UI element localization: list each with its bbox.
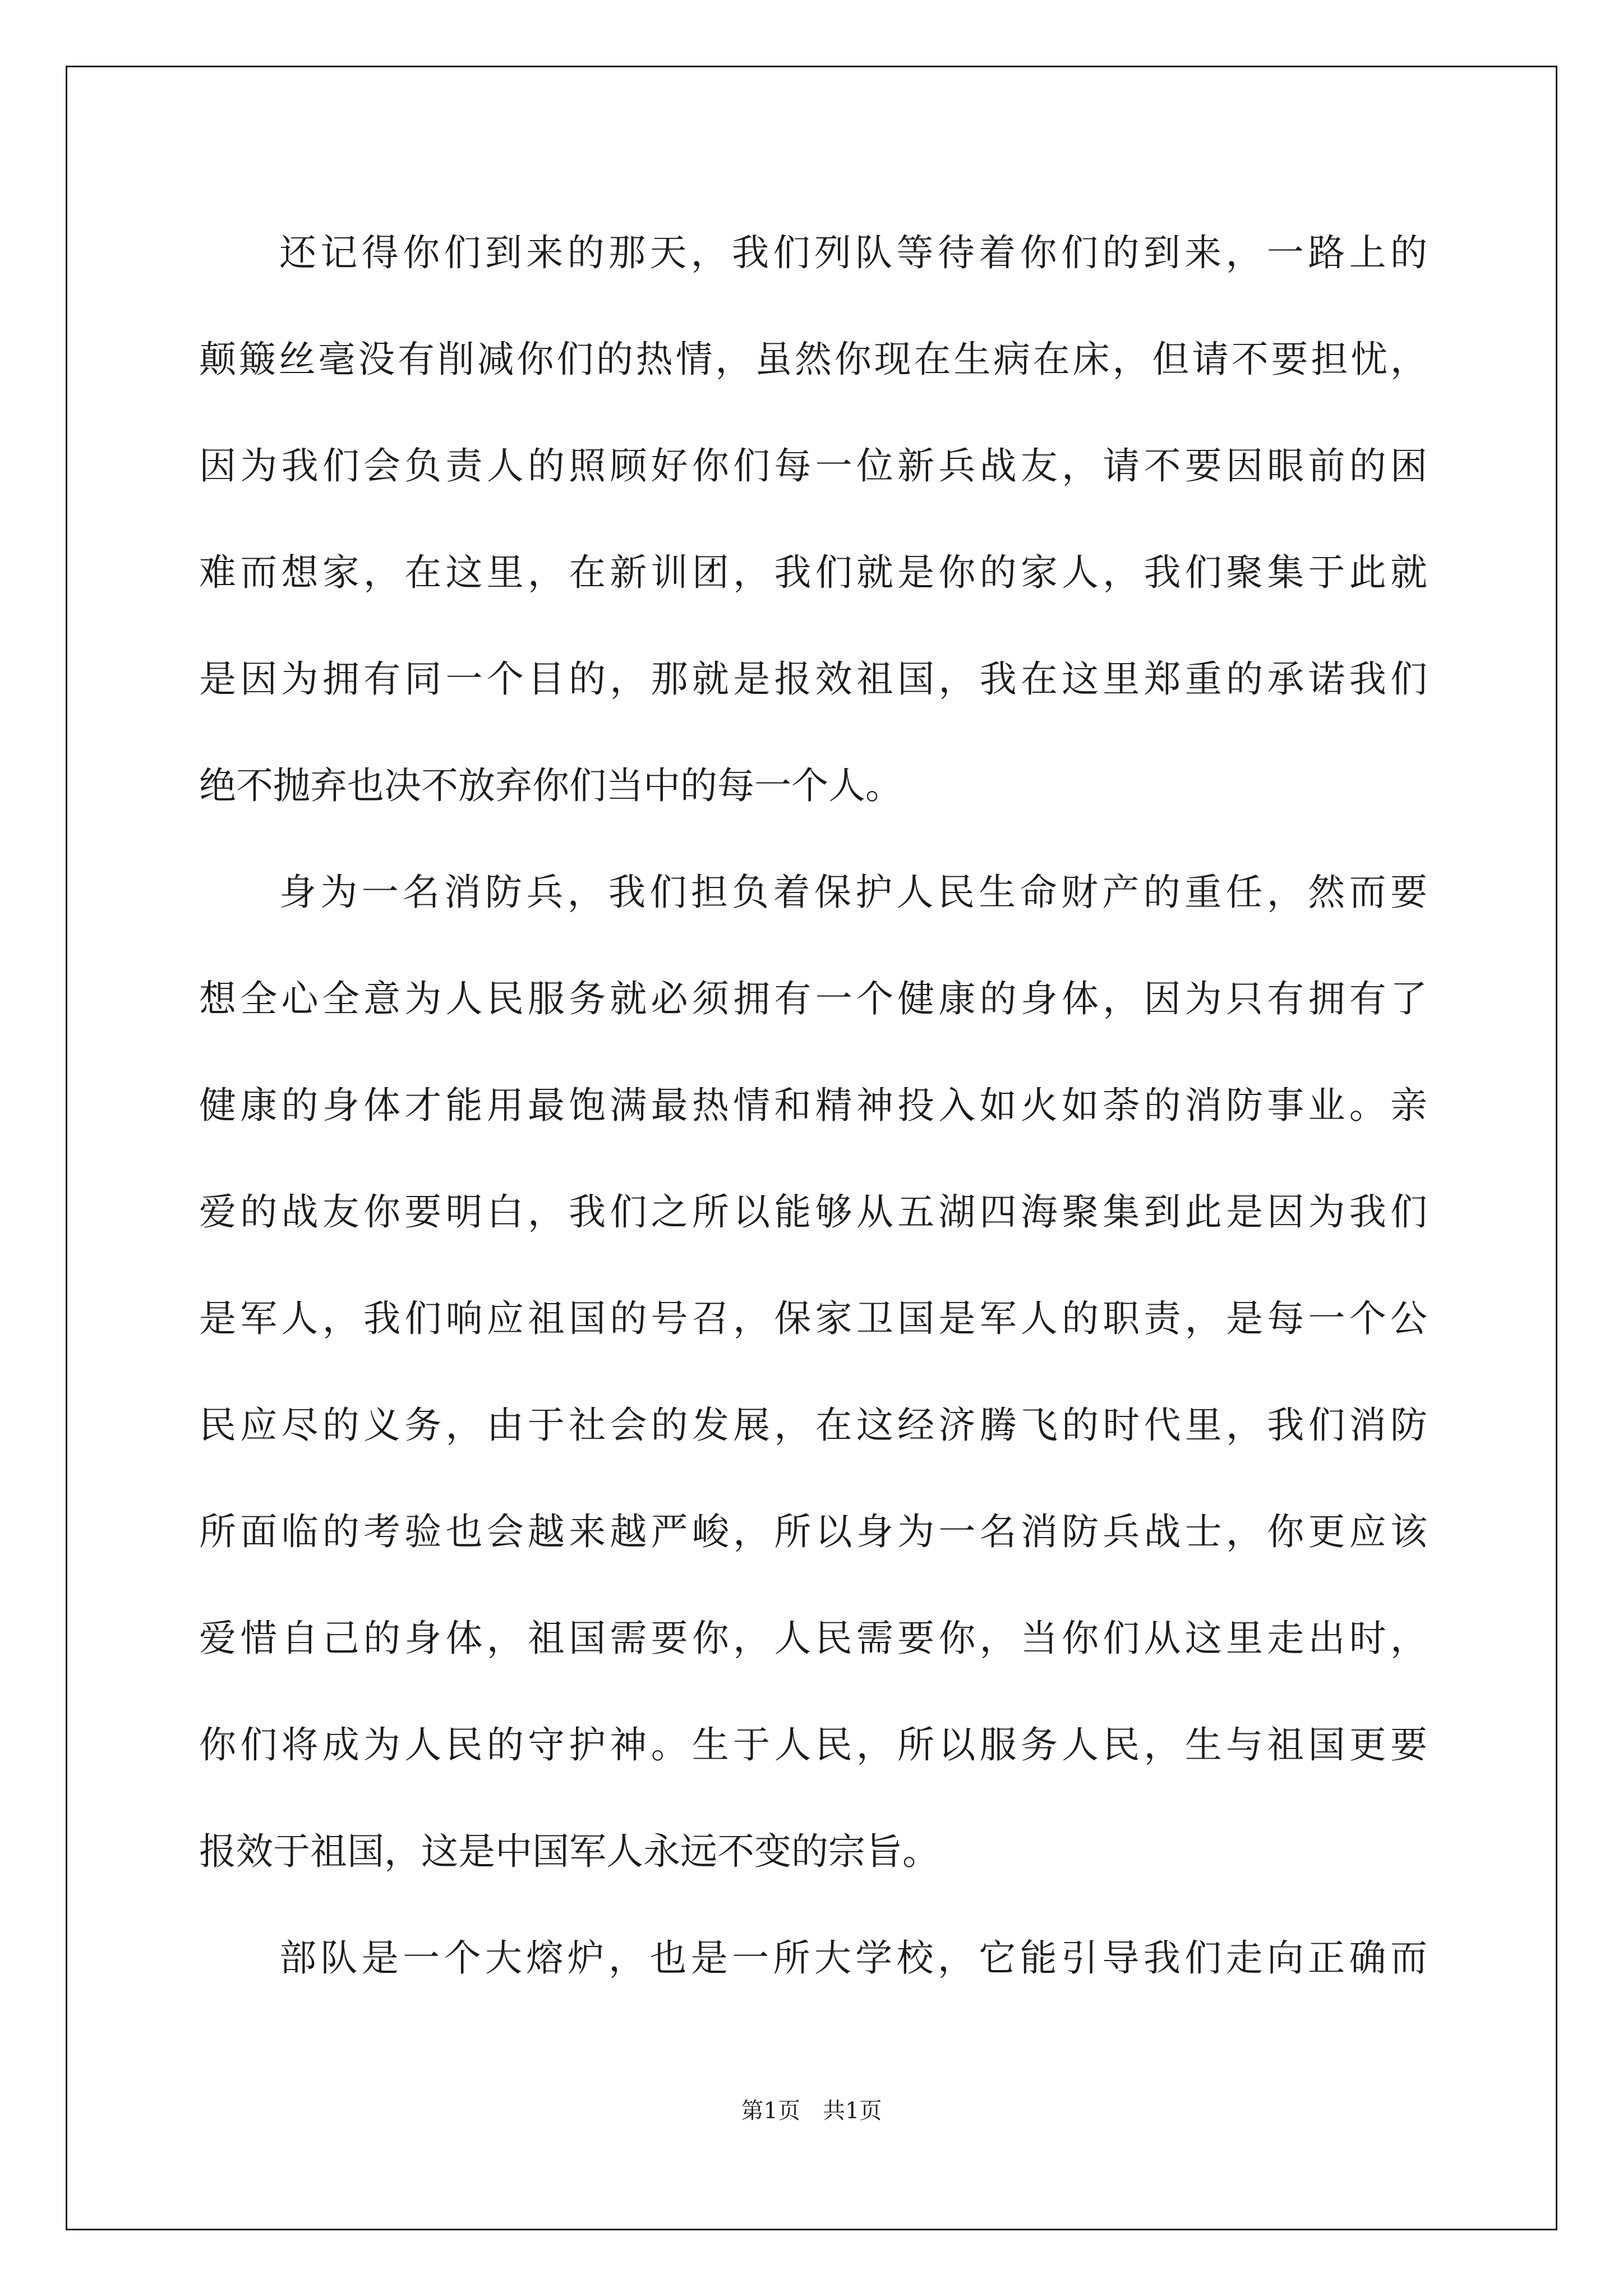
text-line: 部队是一个大熔炉，也是一所大学校，它能引导我们走向正确而 — [279, 1936, 1427, 1980]
text-line: 爱惜自己的身体，祖国需要你，人民需要你，当你们从这里走出时， — [199, 1617, 1427, 1660]
page-number-footer: 第1页 共1页 — [741, 2098, 882, 2124]
document-body — [199, 216, 1427, 2028]
text-line: 绝不抛弃也决不放弃你们当中的每一个人。 — [199, 764, 902, 807]
text-line: 因为我们会负责人的照顾好你们每一位新兵战友，请不要因眼前的困 — [199, 444, 1427, 487]
text-line: 想全心全意为人民服务就必须拥有一个健康的身体，因为只有拥有了 — [199, 977, 1427, 1020]
text-line: 是军人，我们响应祖国的号召，保家卫国是军人的职责，是每一个公 — [199, 1297, 1427, 1340]
text-line: 还记得你们到来的那天，我们列队等待着你们的到来，一路上的 — [279, 231, 1427, 274]
text-line: 报效于祖国，这是中国军人永远不变的宗旨。 — [199, 1830, 939, 1873]
text-line: 所面临的考验也会越来越严峻，所以身为一名消防兵战士，你更应该 — [199, 1510, 1427, 1553]
text-line: 颠簸丝毫没有削减你们的热情，虽然你现在生病在床，但请不要担忧， — [199, 338, 1427, 381]
text-line: 健康的身体才能用最饱满最热情和精神投入如火如荼的消防事业。亲 — [199, 1084, 1427, 1127]
text-line: 民应尽的义务，由于社会的发展，在这经济腾飞的时代里，我们消防 — [199, 1404, 1427, 1447]
text-line: 是因为拥有同一个目的，那就是报效祖国，我在这里郑重的承诺我们 — [199, 657, 1427, 701]
text-line: 你们将成为人民的守护神。生于人民，所以服务人民，生与祖国更要 — [199, 1723, 1427, 1766]
text-line: 难而想家，在这里，在新训团，我们就是你的家人，我们聚集于此就 — [199, 551, 1427, 594]
text-line: 身为一名消防兵，我们担负着保护人民生命财产的重任，然而要 — [279, 871, 1427, 914]
text-line: 爱的战友你要明白，我们之所以能够从五湖四海聚集到此是因为我们 — [199, 1190, 1427, 1234]
